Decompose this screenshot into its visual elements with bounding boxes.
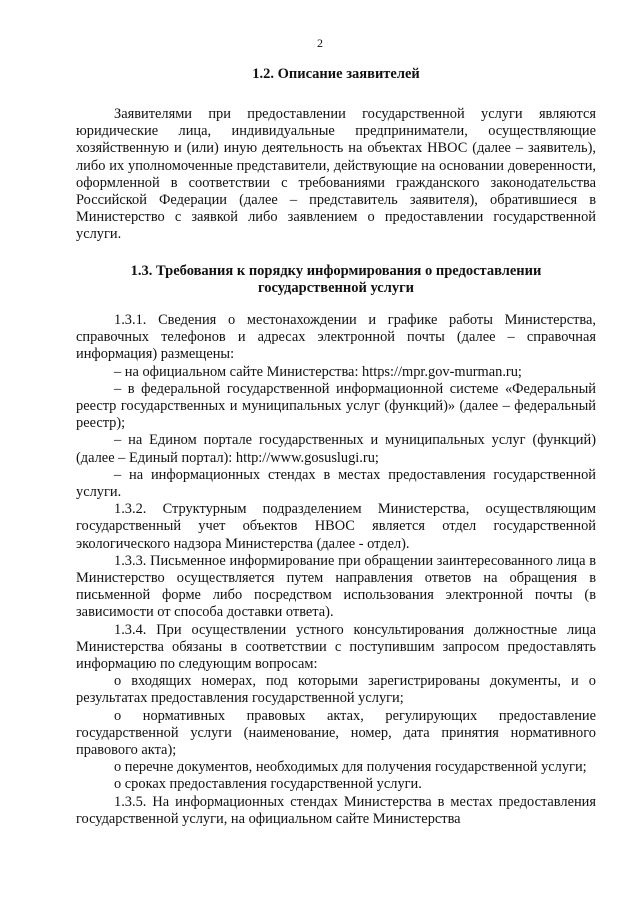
paragraph: 1.3.5. На информационных стендах Министерства в местах предоставления государственной услуги, на официальном сайте Министерства — [76, 793, 596, 827]
paragraph: 1.3.2. Структурным подразделением Министерства, осуществляющим государственный учет объектов НВОС является отдел государственной экологического надзора Министерства (далее - отдел). — [76, 501, 596, 552]
section-1-3-title: 1.3. Требования к порядку информирования о предоставлении государственной услуги — [130, 263, 542, 296]
list-item: – на информационных стендах в местах предоставления государственной услуги. — [76, 466, 596, 501]
paragraph: 1.3.3. Письменное информирование при обращении заинтересованного лица в Министерство осуществляется путем направления ответов на обращения в письменной форме либо посредством использования электронной почты (в зависимости от способа доставки ответа). — [76, 552, 596, 621]
section-1-2-body — [76, 106, 596, 244]
section-1-3-body — [76, 312, 596, 828]
list-item: – на официальном сайте Министерства: https://mpr.gov-murman.ru; — [114, 363, 522, 380]
section-1-2-title: 1.2. Описание заявителей — [252, 66, 420, 82]
page-number: 2 — [317, 36, 323, 50]
list-item: о входящих номерах, под которыми зарегистрированы документы, и о результатах предоставления государственной услуги; — [76, 673, 596, 707]
paragraph: 1.3.1. Сведения о местонахождении и графике работы Министерства, справочных телефонов и адресах электронной почты (далее – справочная информация) размещены: — [76, 312, 596, 363]
list-item: о нормативных правовых актах, регулирующих предоставление государственной услуги (наименование, номер, дата принятия нормативного правового акта); — [76, 707, 596, 759]
paragraph: 1.3.4. При осуществлении устного консультирования должностные лица Министерства обязаны в соответствии с поступившим запросом предоставлять информацию по следующим вопросам: — [76, 621, 596, 673]
list-item: – на Едином портале государственных и муниципальных услуг (функций) (далее – Единый портал): http://www.gosuslugi.ru; — [76, 432, 596, 466]
list-item: о сроках предоставления государственной услуги. — [114, 776, 422, 793]
list-item: – в федеральной государственной информационной системе «Федеральный реестр государственных и муниципальных услуг (функций)» (далее – федеральный реестр); — [76, 380, 596, 432]
paragraph: Заявителями при предоставлении государственной услуги являются юридические лица, индивидуальные предприниматели, осуществляющие хозяйственную и (или) иную деятельность на объектах НВОС (далее – заявитель), либо их уполномоченные представители, действующие на основании доверенности, оформленной в соответствии с требованиями гражданского законодательства Российской Федерации (далее – представитель заявителя), обратившиеся в Министерство с заявкой либо заявлением о предоставлении государственной услуги. — [76, 106, 596, 243]
list-item: о перечне документов, необходимых для получения государственной услуги; — [114, 759, 587, 776]
